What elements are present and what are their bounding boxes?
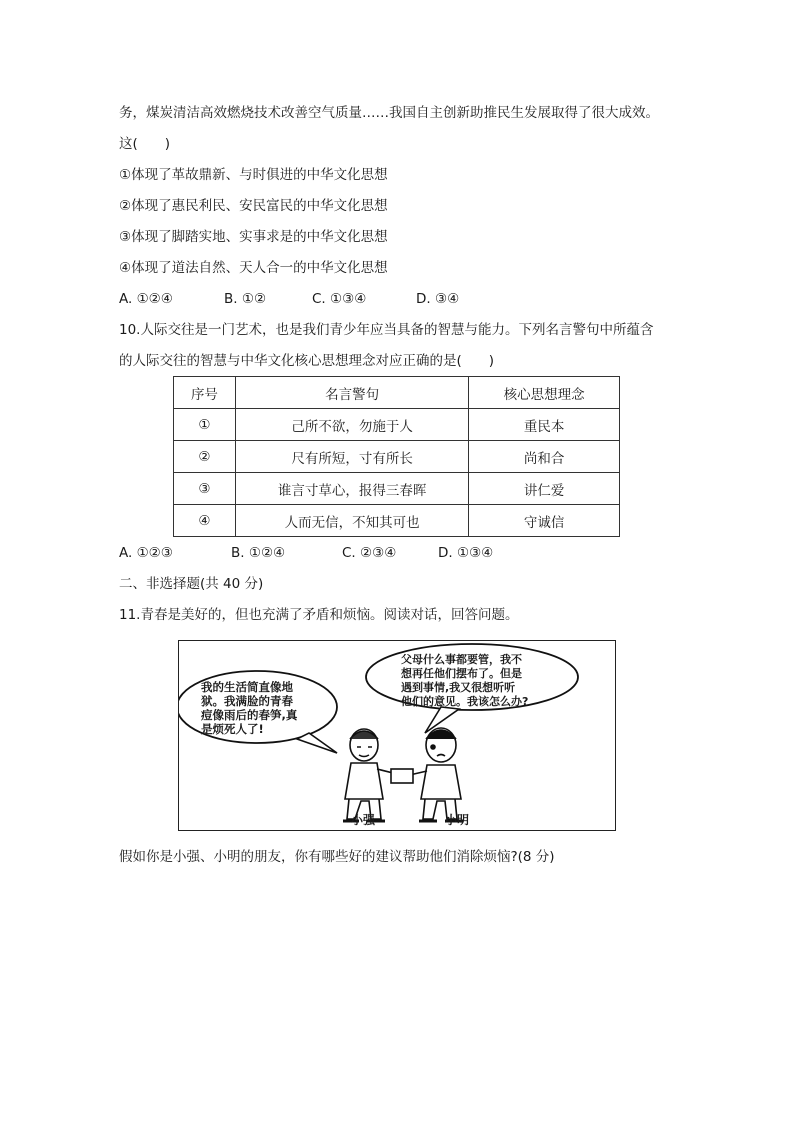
row-concept: 尚和合 bbox=[469, 441, 620, 473]
row-index: ④ bbox=[174, 505, 236, 537]
q10-option-b: B. ①②④ bbox=[231, 545, 286, 561]
q10-stem-line1: 10.人际交往是一门艺术，也是我们青少年应当具备的智慧与能力。下列名言警句中所蕴含 bbox=[119, 322, 654, 338]
q9-option-a: A. ①②④ bbox=[119, 291, 173, 307]
left-bubble-text: 我的生活简直像地 狱。我满脸的青春 痘像雨后的春笋,真 是烦死人了! bbox=[201, 680, 298, 736]
table-row bbox=[174, 409, 620, 441]
table-row bbox=[174, 441, 620, 473]
q9-item-3: ③体现了脚踏实地、实事求是的中华文化思想 bbox=[119, 229, 388, 245]
comic-illustration bbox=[178, 640, 616, 831]
name-label-xiaoqiang: 小强 bbox=[351, 813, 376, 827]
q9-options bbox=[119, 289, 459, 309]
header-index: 序号 bbox=[174, 377, 236, 409]
q9-item-2: ②体现了惠民利民、安民富民的中华文化思想 bbox=[119, 198, 388, 214]
q9-option-b: B. ①② bbox=[224, 291, 267, 307]
row-concept: 重民本 bbox=[469, 409, 620, 441]
q9-option-c: C. ①③④ bbox=[312, 291, 367, 307]
q9-option-d: D. ③④ bbox=[416, 291, 460, 307]
q9-item-1: ①体现了革故鼎新、与时俱进的中华文化思想 bbox=[119, 167, 388, 183]
q11-stem: 11.青春是美好的，但也充满了矛盾和烦恼。阅读对话，回答问题。 bbox=[119, 607, 519, 623]
row-index: ① bbox=[174, 409, 236, 441]
table-row bbox=[174, 473, 620, 505]
row-concept: 守诚信 bbox=[469, 505, 620, 537]
section-heading: 二、非选择题(共 40 分) bbox=[119, 576, 264, 592]
right-bubble-text: 父母什么事都要管，我不 想再任他们摆布了。但是 遇到事情,我又很想听听 他们的意见。我该怎么办? bbox=[401, 653, 529, 708]
header-concept: 核心思想理念 bbox=[469, 377, 620, 409]
q11-question: 假如你是小强、小明的朋友，你有哪些好的建议帮助他们消除烦恼?(8 分) bbox=[119, 849, 555, 865]
q9-item-4: ④体现了道法自然、天人合一的中华文化思想 bbox=[119, 260, 388, 276]
header-quote: 名言警句 bbox=[235, 377, 468, 409]
row-index: ② bbox=[174, 441, 236, 473]
q9-stem-line2: 这( ) bbox=[119, 136, 171, 152]
q10-option-c: C. ②③④ bbox=[342, 545, 397, 561]
row-quote: 人而无信，不知其可也 bbox=[235, 505, 468, 537]
q10-option-d: D. ①③④ bbox=[438, 545, 494, 561]
name-label-xiaoming: 小明 bbox=[445, 813, 470, 827]
q10-table bbox=[173, 376, 620, 537]
row-concept: 讲仁爱 bbox=[469, 473, 620, 505]
left-bubble-tail bbox=[297, 733, 337, 753]
table-row bbox=[174, 505, 620, 537]
row-index: ③ bbox=[174, 473, 236, 505]
q9-stem-line1: 务，煤炭清洁高效燃烧技术改善空气质量……我国自主创新助推民生发展取得了很大成效。 bbox=[119, 105, 659, 121]
row-quote: 己所不欲，勿施于人 bbox=[235, 409, 468, 441]
q10-stem-line2: 的人际交往的智慧与中华文化核心思想理念对应正确的是( ) bbox=[119, 353, 495, 369]
q10-option-a: A. ①②③ bbox=[119, 545, 173, 561]
boy-right-figure bbox=[391, 728, 463, 821]
row-quote: 谁言寸草心，报得三春晖 bbox=[235, 473, 468, 505]
row-quote: 尺有所短，寸有所长 bbox=[235, 441, 468, 473]
table-header-row bbox=[174, 377, 620, 409]
q10-options bbox=[119, 543, 493, 563]
